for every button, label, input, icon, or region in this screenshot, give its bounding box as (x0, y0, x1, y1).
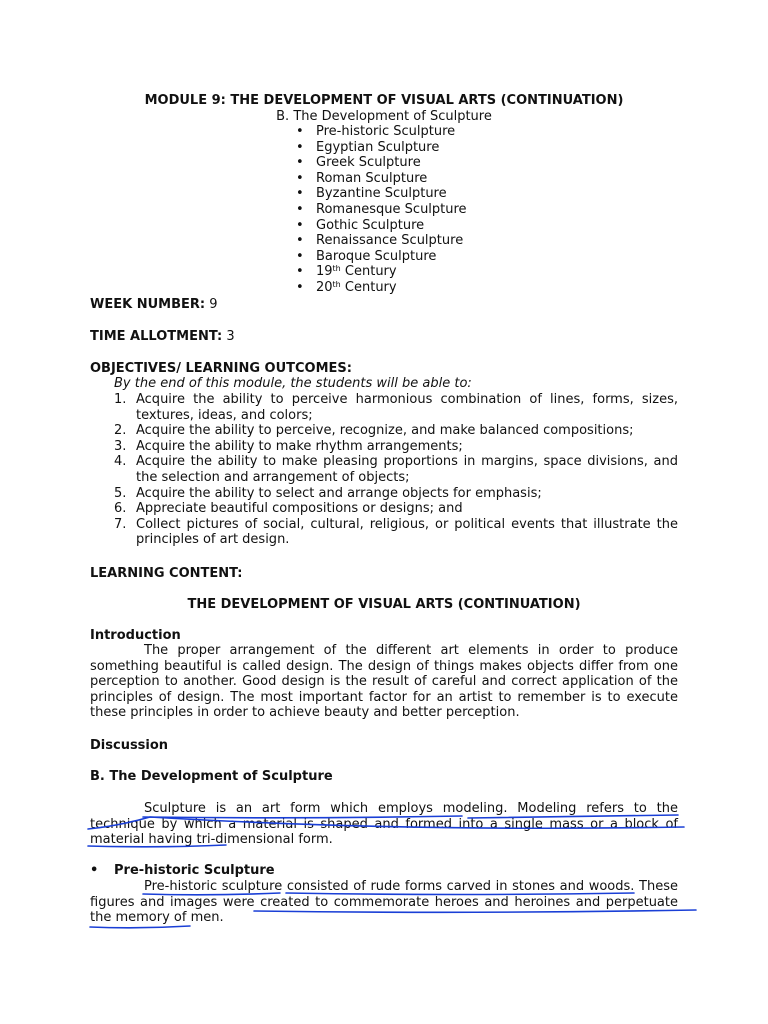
content-title: THE DEVELOPMENT OF VISUAL ARTS (CONTINUATION) (187, 597, 581, 612)
objectives-heading: OBJECTIVES/ LEARNING OUTCOMES: (90, 361, 352, 376)
module-title: MODULE 9: THE DEVELOPMENT OF VISUAL ARTS (CONTINUATION) (144, 93, 624, 108)
topic-list (296, 124, 467, 296)
time-value: 3 (226, 329, 235, 344)
objective-text: Acquire the ability to make pleasing proportions in margins, space divisions, and the selection and arrangement of objects; (136, 454, 678, 485)
objective-number: 5. (114, 485, 127, 501)
topic-item: • Gothic Sculpture (296, 218, 467, 234)
objectives-list (114, 392, 678, 548)
century-suffix: th (332, 279, 341, 289)
objective-number: 6. (114, 501, 127, 517)
century-word: Century (344, 279, 397, 295)
topic-item: • Pre-historic Sculpture (296, 124, 467, 140)
time-label: TIME ALLOTMENT: (90, 329, 223, 344)
topic-item: • Byzantine Sculpture (296, 186, 467, 202)
objective-text: Appreciate beautiful compositions or designs; and (136, 501, 463, 517)
week-label: WEEK NUMBER: (90, 297, 206, 312)
objective-number: 3. (114, 438, 127, 454)
topic-item: • Baroque Sculpture (296, 249, 467, 265)
introduction-heading: Introduction (90, 628, 181, 643)
objective-item (114, 517, 678, 548)
century-number: 20 (316, 279, 333, 295)
topic-item: • Romanesque Sculpture (296, 202, 467, 218)
topic-item: • Greek Sculpture (296, 155, 467, 171)
objective-item (114, 501, 678, 517)
objectives-intro: By the end of this module, the students will be able to: (114, 376, 472, 391)
module-subtitle: B. The Development of Sculpture (276, 109, 492, 124)
objective-number: 7. (114, 516, 127, 532)
sculpture-paragraph: Sculpture is an art form which employs modeling. Modeling refers to the technique by which a material is shaped and formed into a single mass or a block of material having tri-dimensional form. (90, 801, 678, 848)
topic-item: • Roman Sculpture (296, 171, 467, 187)
topic-item-century (296, 264, 467, 280)
objective-text: Collect pictures of social, cultural, religious, or political events that illustrate the principles of art design. (136, 516, 678, 548)
topic-item: • Renaissance Sculpture (296, 233, 467, 249)
prehistoric-paragraph: Pre-historic sculpture consisted of rude forms carved in stones and woods. These figures and images were created to commemorate heroes and heroines and perpetuate the memory of men. (90, 879, 678, 926)
week-number (90, 297, 218, 313)
objective-item (114, 392, 678, 423)
objective-number: 1. (114, 392, 127, 407)
objective-item (114, 423, 678, 439)
prehistoric-bullet: • (90, 863, 99, 878)
century-number: 19 (316, 264, 333, 280)
discussion-heading: Discussion (90, 738, 169, 753)
objective-text: Acquire the ability to select and arrange objects for emphasis; (136, 485, 542, 501)
topic-item-century (296, 280, 467, 296)
introduction-paragraph: The proper arrangement of the different art elements in order to produce something beautiful is called design. The design of things makes objects differ from one perception to another. Good design is the result of careful and correct application of the principles of design. The most important factor for an artist to remember is to execute these principles in order to achieve beauty and better perception. (90, 643, 678, 721)
week-value: 9 (209, 297, 218, 312)
objective-item (114, 486, 678, 502)
objective-text: Acquire the ability to make rhythm arrangements; (136, 438, 463, 454)
time-allotment (90, 329, 235, 345)
objective-item (114, 439, 678, 455)
objective-text: Acquire the ability to perceive harmonious combination of lines, forms, sizes, textures, ideas, and colors; (136, 392, 678, 423)
objective-number: 2. (114, 423, 127, 439)
prehistoric-heading: Pre-historic Sculpture (114, 863, 275, 878)
objective-text: Acquire the ability to perceive, recognize, and make balanced compositions; (136, 423, 634, 439)
century-suffix: th (332, 264, 341, 274)
objective-number: 4. (114, 454, 127, 470)
section-b-heading: B. The Development of Sculpture (90, 769, 333, 784)
century-word: Century (344, 264, 397, 280)
underline-mark (90, 926, 190, 928)
learning-content-heading: LEARNING CONTENT: (90, 566, 243, 581)
objective-item (114, 454, 678, 485)
topic-item: • Egyptian Sculpture (296, 140, 467, 156)
